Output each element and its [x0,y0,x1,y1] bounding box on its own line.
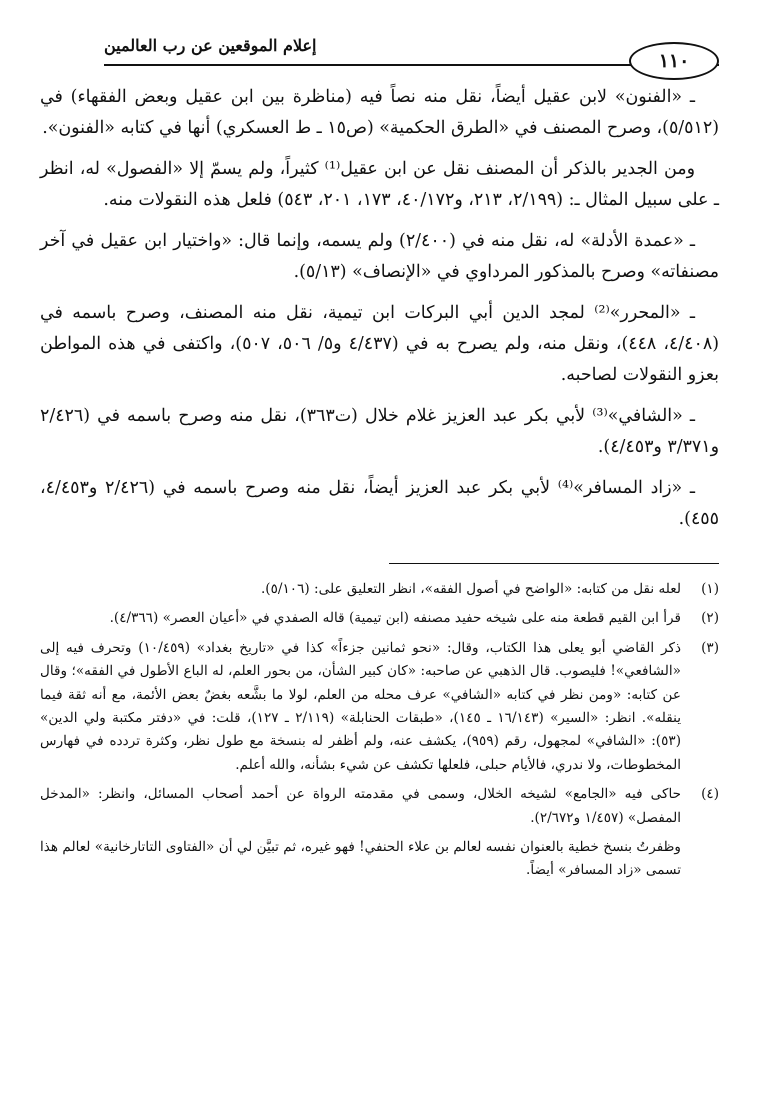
page-number: ١١٠ [629,42,719,80]
footnote-number: (٤) [701,786,719,803]
footnotes [40,578,719,883]
footnote-text: حاكى فيه «الجامع» لشيخه الخلال، وسمى في مقدمته الرواة عن أحمد أصحاب المسائل، وانظر: «المدخل المفصل» (١/٤٥٧ و٢/٦٧٢). [40,786,681,826]
footnote [40,783,719,830]
paragraph: ومن الجدير بالذكر أن المصنف نقل عن ابن عقيل⁽¹⁾ كثيراً، ولم يسمّ إلا «الفصول» له، انظر ـ على سبيل المثال ـ: (٢/١٩٩، ٢١٣، و٤٠/١٧٢، ١٧٣، ٢٠١، ٥٤٣) فلعل هذه النقولات منه. [40,159,719,210]
footnote [40,578,719,601]
footnote-continuation: وظفرتُ بنسخ خطية بالعنوان نفسه لعالم بن علاء الحنفي! فهو غيره، ثم تبيَّن لي أن «الفتاوى التاتارخانية» لعالم هذا تسمى «زاد المسافر» أيضاً. [40,839,681,879]
footnote [40,607,719,630]
footnote-text: قرأ ابن القيم قطعة منه على شيخه حفيد مصنفه (ابن تيمية) قاله الصفدي في «أعيان العصر» (٤/٣٦٦). [109,610,681,627]
paragraph: ـ «عمدة الأدلة» له، نقل منه في (٢/٤٠٠) ولم يسمه، وإنما قال: «واختيار ابن عقيل في آخر مصنفاته» وصرح بالمذكور المرداوي في «الإنصاف» (٥/١٣). [40,231,719,282]
footnote [40,637,719,777]
paragraph: ـ «الشافي»⁽³⁾ لأبي بكر عبد العزيز غلام خلال (ت٣٦٣)، نقل منه وصرح باسمه في (٢/٤٢٦ و٣/٣٧١ و٤/٤٥٣). [40,406,719,457]
footnote-number: (٢) [701,610,719,627]
footnote-text: لعله نقل من كتابه: «الواضح في أصول الفقه»، انظر التعليق على: (٥/١٠٦). [260,581,681,597]
footnote-number: (١) [701,581,719,597]
paragraph: ـ «زاد المسافر»⁽⁴⁾ لأبي بكر عبد العزيز أيضاً، نقل منه وصرح باسمه في (٢/٤٢٦ و٤/٤٥٣، ٤٥٥). [40,478,719,529]
main-text [40,82,719,535]
header-rule [104,64,719,66]
book-title: إعلام الموقعين عن رب العالمين [104,36,317,55]
footnote-number: (٣) [701,639,719,656]
paragraph: ـ «الفنون» لابن عقيل أيضاً، نقل منه نصاً فيه (مناظرة بين ابن عقيل وبعض الفقهاء) في (٥/٥١٢)، وصرح المصنف في «الطرق الحكمية» (ص١٥ ـ ط العسكري) أنها في كتابه «الفنون». [40,87,719,138]
footnote-text: ذكر القاضي أبو يعلى هذا الكتاب، وقال: «نحو ثمانين جزءاً» كذا في «تاريخ بغداد» (١٠/٤٥٩) وتحرف فيه إلى «الشافعي»! فليصوب. قال الذهبي عن صاحبه: «كان كبير الشأن، من بحور العلم، له الباع الأطول في الفقه»؛ وقال عن كتابه: «ومن نظر في كتابه «الشافي» عرف محله من العلم، لولا ما بشَّعه بغضٌ بعض الأئمة، مع أنه ثقة فيما ينقله». انظر: «السير» (١٦/١٤٣ ـ ١٤٥)، «طبقات الحنابلة» (٢/١١٩ ـ ١٢٧)، قلت: في «دفتر مكتبة ولي الدين» (٥٣): «الشافي» لمجهول، رقم (٩٥٩)، يكشف عنه، ولم أظفر له بنسخة مع طول نظر، وكثرة تردده في فهارس المخطوطات، ولا ندري، فالأيام حبلى، فلعلها تكشف عن شيء بشأنه، والله أعلم. [40,639,681,773]
paragraph: ـ «المحرر»⁽²⁾ لمجد الدين أبي البركات ابن تيمية، نقل منه المصنف، وصرح باسمه في (٤/٤٠٨، ٤٤٨)، ونقل منه، ولم يصرح به في (٤/٤٣٧ و٥/ ٥٠٦، ٥٠٧)، واكتفى في هذه المواطن بعزو النقولات لصاحبه. [40,303,719,385]
running-header [40,0,719,72]
footnote-separator [389,563,719,564]
